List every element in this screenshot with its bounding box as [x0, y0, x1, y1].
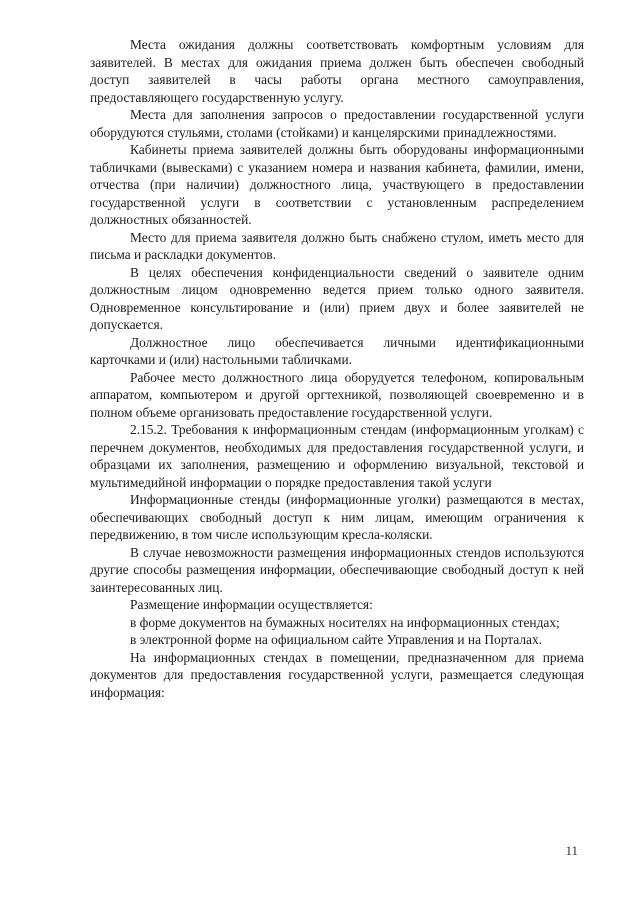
paragraph-workplace: Рабочее место должностного лица оборудуется телефоном, копировальным аппаратом, компьютером и другой оргтехникой, позволяющей своевременно и в полном объеме организовать предоставление государственной услуги.	[90, 369, 584, 420]
paragraph-id-cards: Должностное лицо обеспечивается личными идентификационными карточками и (или) настольными табличками.	[90, 334, 584, 367]
paragraph-info-stands: Информационные стенды (информационные уголки) размещаются в местах, обеспечивающих свободный доступ к ним лицам, имеющим ограничения к передвижению, в том числе использующим кресла-коляски.	[90, 492, 584, 542]
paragraph-confidentiality: В целях обеспечения конфиденциальности сведений о заявителе одним должностным лицом одновременно ведется прием только одного заявителя. Одновременное консультирование и (или) прием двух и более заявителей не допускается.	[90, 264, 584, 332]
paragraph-stand-contents: На информационных стендах в помещении, предназначенном для приема документов для предоставления государственной услуги, размещается следующая информация:	[90, 649, 584, 700]
paragraph-reception-place: Место для приема заявителя должно быть снабжено стулом, иметь место для письма и раскладки документов.	[90, 229, 584, 262]
paragraph-request-forms: Места для заполнения запросов о предоставлении государственной услуги оборудуются стульями, столами (стойками) и канцелярскими принадлежностями.	[90, 107, 584, 140]
document-body	[90, 36, 584, 701]
paragraph-electronic-form: в электронной форме на официальном сайте Управления и на Порталах.	[130, 632, 542, 647]
paragraph-waiting-areas: Места ожидания должны соответствовать комфортным условиям для заявителей. В местах для ожидания приема должен быть обеспечен свободный доступ заявителей в часы работы органа местного самоуправления, предоставляющего государственную услугу.	[90, 37, 584, 105]
paragraph-offices: Кабинеты приема заявителей должны быть оборудованы информационными табличками (вывесками) с указанием номера и названия кабинета, фамилии, имени, отчества (при наличии) должностного лица, участвующего в предоставлении государственной услуги в соответствии с установленным распределением должностных обязанностей.	[90, 142, 584, 227]
paragraph-alternative-placement: В случае невозможности размещения информационных стендов используются другие способы размещения информации, обеспечивающие свободный доступ к ней заинтересованных лиц.	[90, 544, 584, 595]
paragraph-section-2-15-2: 2.15.2. Требования к информационным стендам (информационным уголкам) с перечнем документов, необходимых для предоставления государственной услуги, и образцами их заполнения, размещению и оформлению визуальной, текстовой и мультимедийной информации о порядке предоставления такой услуги	[90, 422, 584, 490]
page-number: 11	[565, 842, 578, 858]
paragraph-paper-form: в форме документов на бумажных носителях на информационных стендах;	[130, 614, 560, 630]
paragraph-placement-methods: Размещение информации осуществляется:	[130, 597, 373, 612]
